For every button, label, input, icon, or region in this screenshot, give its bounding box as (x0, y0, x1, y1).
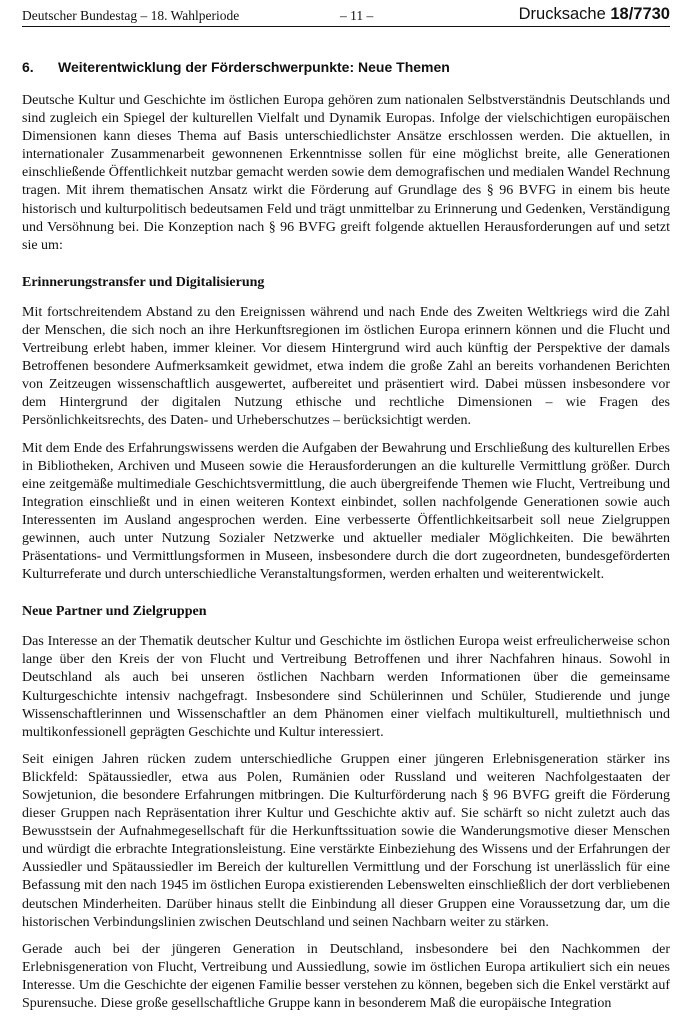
page-header (22, 5, 670, 27)
intro-paragraph: Deutsche Kultur und Geschichte im östlichen Europa gehören zum nationalen Selbstverständnis Deutschlands und sind zugleich ein Spiegel der kulturellen Vielfalt und Dynamik Europas. Infolge der vielschichtigen europäischen Dimensionen kann dieses Thema auf Basis unterschiedlichster Ansätze erschlossen werden. Die aktuellen, in internationaler Zusammenarbeit gewonnenen Erkenntnisse sollen für eine möglichst breite, alle Generationen einschließende Öffentlichkeit nutzbar gemacht werden sowie dem demografischen und medialen Wandel Rechnung tragen. Mit ihrem thematischen Ansatz wirkt die Förderung auf Grundlage des § 96 BVFG in einem bis heute historisch und kulturpolitisch bedeutsamen Feld und trägt unmittelbar zu Erinnerung und Gedenken, Verständigung und Versöhnung bei. Die Konzeption nach § 96 BVFG greift folgende aktuellen Herausforderungen auf und setzt sie um: (22, 93, 670, 253)
page-body (22, 59, 670, 1013)
section-number: 6. (22, 59, 34, 75)
subsection-heading: Erinnerungstransfer und Digitalisierung (22, 274, 265, 290)
paragraph: Seit einigen Jahren rücken zudem unterschiedliche Gruppen einer jüngeren Erlebnisgeneration stärker ins Blickfeld: Spätaussiedler, etwa aus Polen, Rumänien oder Russland und weiteren Nachfolgestaaten der Sowjetunion, die besondere Erfahrungen mitbringen. Die Kulturförderung nach § 96 BVFG greift die Förderung dieser Gruppen nach Repräsentation ihrer Kultur und Geschichte aktiv auf. Sie schärft so nicht zuletzt auch das Bewusstsein der Aufnahmegesellschaft für die Herkunftssituation sowie die Wanderungsmotive dieser Menschen und würdigt die erbrachte Integrationsleistung. Eine verstärkte Einbeziehung des Wissens und der Erfahrungen der Aussiedler und Spätaussiedler im Bereich der kulturellen Vermittlung und der Forschung ist unerlässlich für eine Befassung mit den nach 1945 im östlichen Europa existierenden Lebenswelten einschließlich der dort verbliebenen deutschen Minderheiten. Darüber hinaus stellt die Einbindung all dieser Gruppen eine Voraussetzung dar, um die historischen Verbindungslinien zwischen Deutschland und seinen Nachbarn weiter zu stärken. (22, 751, 670, 930)
document-number-value: 18/7730 (610, 5, 670, 23)
document-number (519, 5, 670, 24)
paragraph: Mit fortschreitendem Abstand zu den Ereignissen während und nach Ende des Zweiten Weltkriegs wird die Zahl der Menschen, die sich noch an ihre Herkunftsregionen im östlichen Europa erinnern können und die Flucht und Vertreibung erlebt haben, immer kleiner. Vor diesem Hintergrund wird auch künftig der Perspektive der damals Betroffenen besondere Aufmerksamkeit gewidmet, etwa indem die große Zahl an bereits vorhandenen Berichten von Zeitzeugen wissenschaftlich ausgewertet, aufbereitet und präsentiert wird. Dabei müssen insbesondere vor dem Hintergrund der digitalen Nutzung ethische und rechtliche Dimensionen – wie Fragen des Persönlichkeitsrechts, des Daten- und Urheberschutzes – berücksichtigt werden. (22, 304, 670, 429)
paragraph: Mit dem Ende des Erfahrungswissens werden die Aufgaben der Bewahrung und Erschließung des kulturellen Erbes in Bibliotheken, Archiven und Museen sowie die Herausforderungen an die kulturelle Vermittlung größer. Durch eine zeitgemäße multimediale Geschichtsvermittlung, die auch übergreifende Themen wie Flucht, Vertreibung und Integration einschließt und in einen weiteren Kontext einbindet, sollen nachfolgende Generationen sowie auch Interessenten im Ausland angesprochen werden. Eine verbesserte Öffentlichkeitsarbeit soll neue Zielgruppen gewinnen, auch unter Nutzung Sozialer Netzwerke und aktueller medialer Möglichkeiten. Die bewährten Präsentations- und Vermittlungsformen in Museen, insbesondere durch die dort zugeordneten, bundesgeförderten Kulturreferate und durch unterschiedliche Veranstaltungsformen, werden erhalten und weiterentwickelt. (22, 440, 670, 583)
subsection-heading: Neue Partner und Zielgruppen (22, 604, 207, 620)
document-number-prefix: Drucksache (518, 5, 611, 23)
header-rule (22, 26, 670, 27)
section-heading (22, 59, 670, 75)
page-number: – 11 – (340, 8, 374, 23)
section-title: Weiterentwicklung der Förderschwerpunkte: Neue Themen (58, 59, 450, 75)
header-publication: Deutscher Bundestag – 18. Wahlperiode (22, 8, 240, 23)
paragraph: Gerade auch bei der jüngeren Generation in Deutschland, insbesondere bei den Nachkommen der Erlebnisgeneration von Flucht, Vertreibung und Aussiedlung, sowie im östlichen Europa artikuliert sich ein neues Interesse. Um die Geschichte der eigenen Familie besser verstehen zu können, begeben sich die Enkel verstärkt auf Spurensuche. Diese große gesellschaftliche Gruppe kann in besonderem Maß die europäische Integration (22, 941, 670, 1012)
paragraph: Das Interesse an der Thematik deutscher Kultur und Geschichte im östlichen Europa weist erfreulicherweise schon lange über den Kreis der von Flucht und Vertreibung Betroffenen und ihrer Nachfahren hinaus. Sowohl in Deutschland als auch bei unseren östlichen Nachbarn werden Informationen über die gemeinsame Kulturgeschichte intensiv nachgefragt. Insbesondere sind Schülerinnen und Schüler, Studierende und junge Wissenschaftlerinnen und Wissenschaftler an dem Phänomen einer vielfach multikulturell, multiethnisch und multikonfessionell geprägten Geschichte und Kultur interessiert. (22, 634, 670, 740)
